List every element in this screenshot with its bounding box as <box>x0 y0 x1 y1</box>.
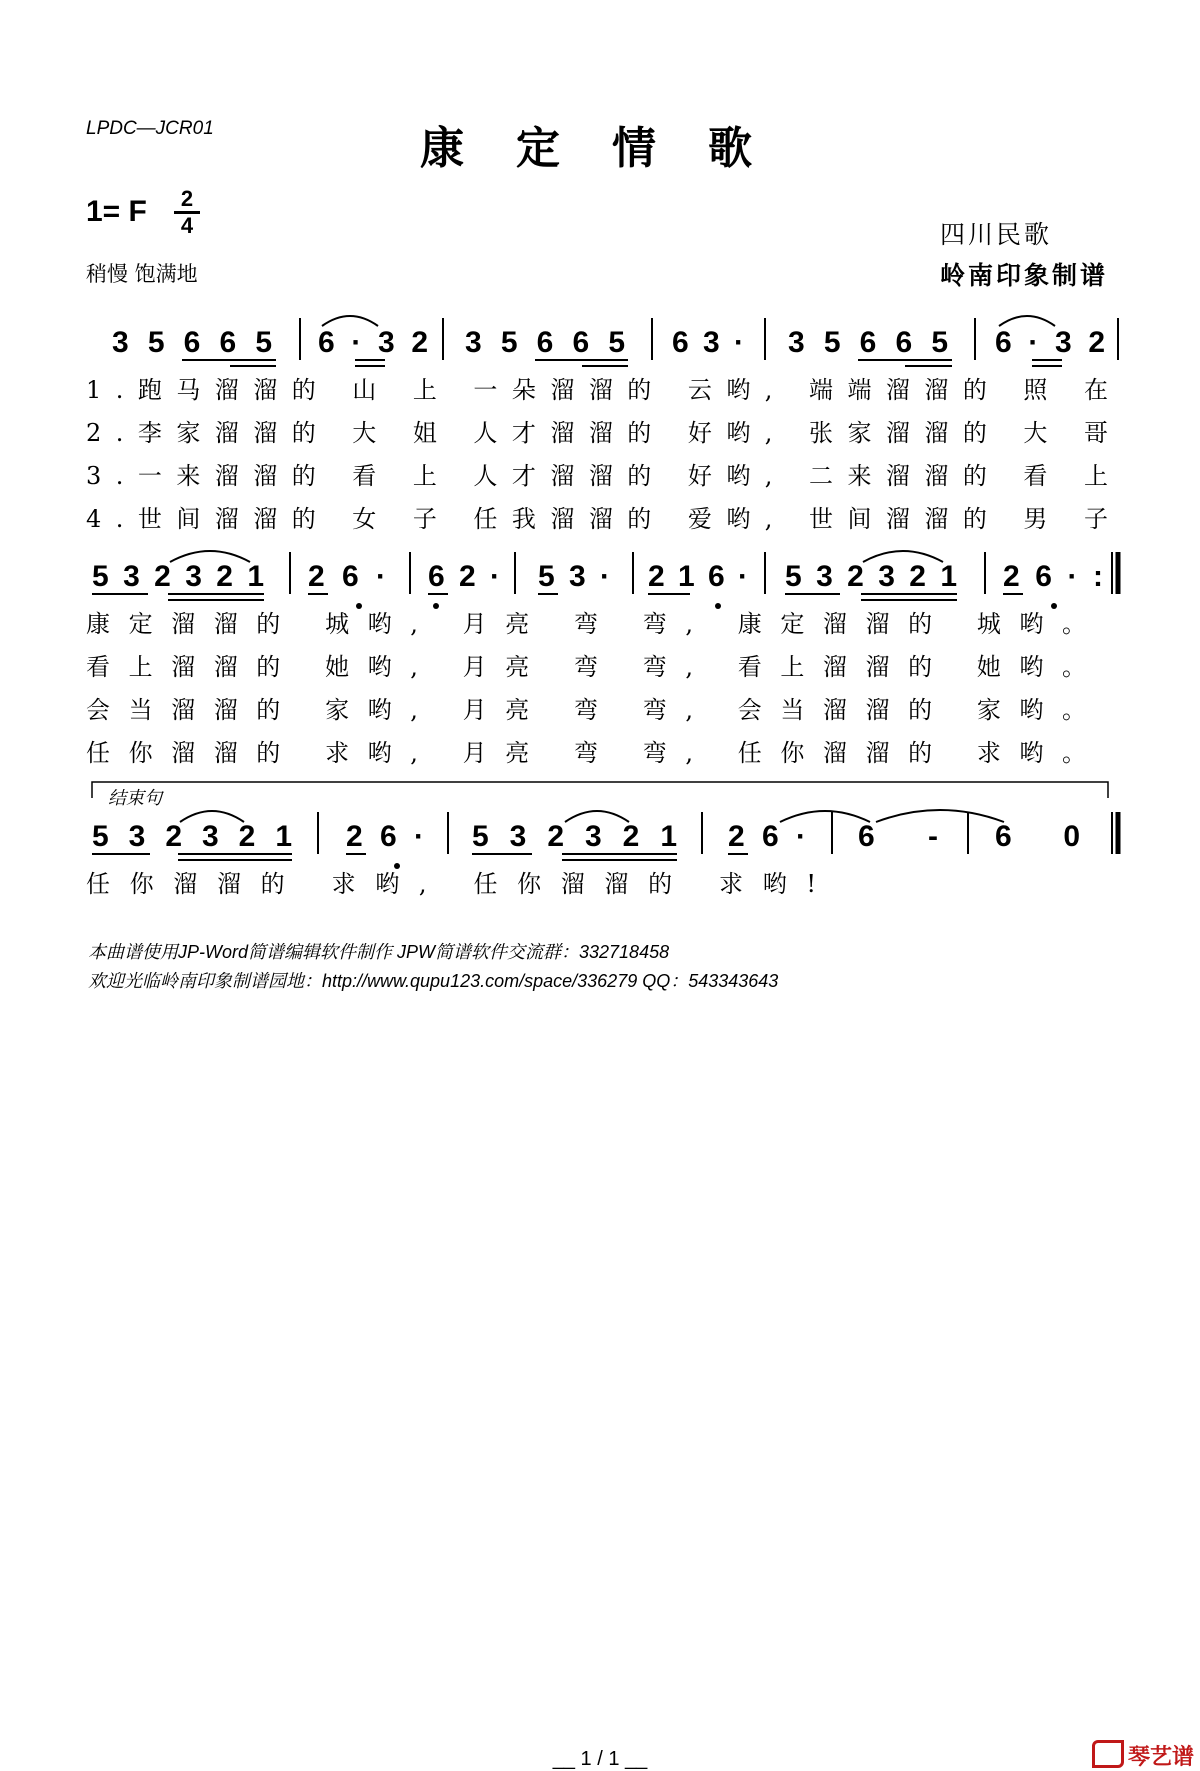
score-row-3 <box>86 782 1118 898</box>
brand-mark-icon <box>1092 1740 1124 1768</box>
notes-measure-18: 6 - <box>858 820 938 853</box>
lyrics-row1-verse3: 3.一来溜溜的 看 上 人才溜溜的 好哟, 二来溜溜的 看 上 <box>86 462 1109 490</box>
notes-measure-17: 2 6 · <box>728 820 806 853</box>
notes-measure-11: 2 1 6 · <box>648 560 748 593</box>
notes-measure-3: 3 5 6 6 5 <box>465 326 625 359</box>
lyrics-row2-verse2: 看上溜溜的 她哟, 月亮 弯 弯, 看上溜溜的 她哟。 <box>86 653 1086 681</box>
lyrics-row3: 任你溜溜的 求哟, 任你溜溜的 求哟! <box>86 870 816 898</box>
song-title: 康定情歌 <box>420 123 804 174</box>
footer-website-note: 欢迎光临岭南印象制谱园地：http://www.qupu123.com/space/336279 QQ：543343643 <box>88 971 779 991</box>
brand-name: 琴艺谱 <box>1128 1745 1195 1770</box>
arranger: 岭南印象制谱 <box>940 261 1109 290</box>
time-signature-top: 2 <box>180 186 194 211</box>
key-signature: 1= F <box>86 195 147 228</box>
section-label: 结束句 <box>108 788 162 809</box>
notes-measure-10: 5 3 · <box>538 560 610 593</box>
document-code: LPDC—JCR01 <box>86 118 214 139</box>
notes-measure-19: 6 0 <box>995 820 1080 853</box>
song-origin: 四川民歌 <box>940 220 1053 249</box>
lyrics-row2-verse3: 会当溜溜的 家哟, 月亮 弯 弯, 会当溜溜的 家哟。 <box>86 696 1086 724</box>
notes-measure-2: 6 · 3 2 <box>318 326 428 359</box>
notes-measure-1: 3 5 6 6 5 <box>112 326 272 359</box>
page-number: __ 1 / 1 __ <box>552 1748 648 1770</box>
lyrics-row2-verse4: 任你溜溜的 求哟, 月亮 弯 弯, 任你溜溜的 求哟。 <box>86 739 1086 767</box>
notes-measure-4: 6 3 · <box>672 326 744 359</box>
notes-measure-7: 5 3 2 3 2 1 <box>92 560 264 593</box>
notes-measure-16: 5 3 2 3 2 1 <box>472 820 677 853</box>
score-row-1 <box>86 316 1118 533</box>
lyrics-row2-verse1: 康定溜溜的 城哟, 月亮 弯 弯, 康定溜溜的 城哟。 <box>86 610 1086 638</box>
time-signature-bottom: 4 <box>180 213 194 238</box>
notes-measure-8: 2 6 · <box>308 560 386 593</box>
notes-measure-6: 6 · 3 2 <box>995 326 1105 359</box>
notes-measure-13: 2 6 · : <box>1003 560 1103 593</box>
notes-measure-5: 3 5 6 6 5 <box>788 326 948 359</box>
notes-measure-14: 5 3 2 3 2 1 <box>92 820 292 853</box>
lyrics-row1-verse1: 1.跑马溜溜的 山 上 一朵溜溜的 云哟, 端端溜溜的 照 在 <box>86 376 1109 404</box>
lyrics-row1-verse4: 4.世间溜溜的 女 子 任我溜溜的 爱哟, 世间溜溜的 男 子 <box>86 505 1109 533</box>
footer-software-note: 本曲谱使用JP-Word简谱编辑软件制作 JPW简谱软件交流群：332718458 <box>88 942 670 962</box>
notes-measure-12: 5 3 2 3 2 1 <box>785 560 957 593</box>
tempo-marking: 稍慢 饱满地 <box>86 262 198 286</box>
notes-measure-9: 6 2 · <box>428 560 500 593</box>
brand-logo <box>1092 1740 1194 1771</box>
score-row-2 <box>86 551 1118 767</box>
lyrics-row1-verse2: 2.李家溜溜的 大 姐 人才溜溜的 好哟, 张家溜溜的 大 哥 <box>86 419 1109 447</box>
notes-measure-15: 2 6 · <box>346 820 424 853</box>
